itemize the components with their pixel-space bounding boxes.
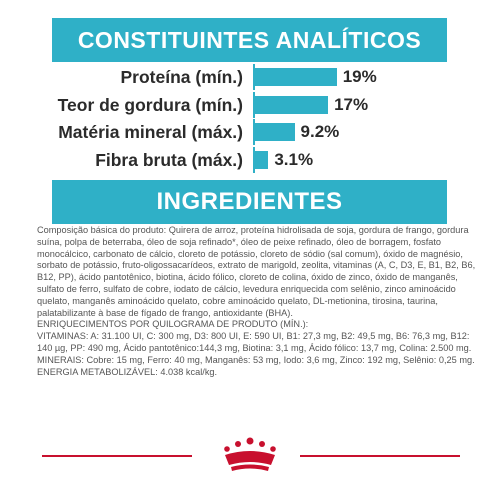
constituent-label: Teor de gordura (mín.) [57,95,243,115]
constituent-bar [255,96,328,114]
constituent-bar [255,123,295,141]
constituent-label: Matéria mineral (máx.) [58,122,243,142]
constituent-value: 19% [342,67,377,86]
constituent-value: 17% [334,95,369,114]
ingredients-title: INGREDIENTES [156,188,343,215]
footer-line-right [300,455,460,457]
constituent-bar [255,151,268,169]
ingredients-banner [52,180,447,224]
constituents-banner [52,18,447,62]
ingredients-composition: Composição básica do produto: Quirera de arroz, proteína hidrolisada de soja, gordura de frango, gordura suína, polpa de beterraba, óleo de soja refinado*, óleo de peixe refinado, óleo de borragem, fosfato monocálcico, carbonato de cálcio, cloreto de potássio, cloreto de sódio (sal comum), óxido de magnésio, sorbato de potássio, fruto-oligossacarídeos, extrato de marigold, zeolita, vitaminas (A, C, D3, E, B1, B2, B6, B12, PP), ácido pantotênico, biotina, ácido fólico, cloreto de colina, óxido de zinco, óxido de manganês, sulfato de ferro, sulfato de cobre, iodato de cálcio, levedura enriquecida com selênio, zinco aminoácido quelato, manganês aminoácido quelato, cobre aminoácido quelato, DL-metionina, tirosina, taurina, palatabilizante à base de fígado de frango, antioxidante (BHA). [37,225,476,318]
ingredients-vitamins: VITAMINAS: A: 31.100 UI, C: 300 mg, D3: 800 UI, E: 590 UI, B1: 27,3 mg, B2: 49,5 mg, B6: 76,3 mg, B12: 140 µg, PP: 490 mg, Ácido pantotênico:144,3 mg, Biotina: 3,1 mg, Ácido fólico: 13,7 mg, Colina: 2.500 mg. [37,331,472,353]
ingredients-text [37,225,477,378]
constituent-row [0,149,500,171]
constituent-row [0,94,500,116]
constituent-bar [255,68,337,86]
constituent-label: Proteína (mín.) [120,67,243,87]
footer-line-left [42,455,192,457]
constituent-label: Fibra bruta (máx.) [95,150,243,170]
constituent-row [0,121,500,143]
constituent-value: 9.2% [300,122,340,141]
ingredients-minerals: MINERAIS: Cobre: 15 mg, Ferro: 40 mg, Manganês: 53 mg, Iodo: 3,6 mg, Zinco: 192 mg, Selênio: 0,25 mg. [37,354,475,365]
ingredients-energy: ENERGIA METABOLIZÁVEL: 4.038 kcal/kg. [37,366,218,377]
constituent-row [0,66,500,88]
constituent-value: 3.1% [274,150,314,169]
royal-canin-crown-icon [205,435,295,475]
ingredients-enrichment: ENRIQUECIMENTOS POR QUILOGRAMA DE PRODUTO (MÍN.): [37,319,309,330]
constituents-title: CONSTITUINTES ANALÍTICOS [77,26,422,53]
